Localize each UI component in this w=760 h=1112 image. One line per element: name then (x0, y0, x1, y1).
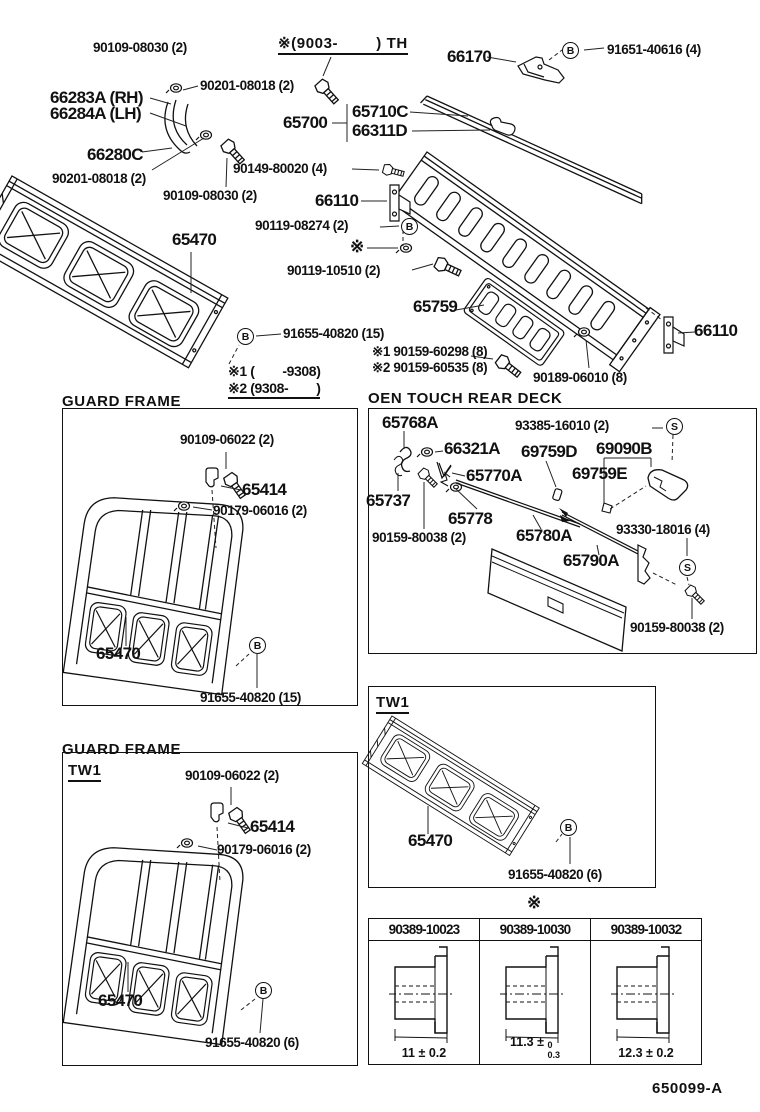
callout-65470-main: 65470 (172, 230, 217, 249)
callout-90119-10510: 90119-10510 (2) (287, 263, 381, 278)
callout-90201-08018-b: 90201-08018 (2) (52, 171, 146, 186)
callout-65759: 65759 (413, 297, 458, 316)
note-star2: ※2 (9308- ) (228, 381, 320, 399)
fastener-badge-b3: B (237, 328, 254, 345)
fastener-badge-s2: S (679, 559, 696, 576)
callout-65414-a: 65414 (242, 480, 287, 499)
callout-90109-06022-a: 90109-06022 (2) (180, 432, 274, 447)
callout-65780a: 65780A (516, 526, 572, 545)
callout-66311d: 66311D (352, 121, 408, 140)
bushing-dimension: 11 ± 0.2 (401, 1046, 447, 1060)
fastener-badge-s1: S (666, 418, 683, 435)
callout-90159-80038-b: 90159-80038 (2) (630, 620, 724, 635)
callout-65470-box3: 65470 (98, 991, 143, 1010)
callout-90179-06016-a: 90179-06016 (2) (213, 503, 307, 518)
bushing-column-3 (591, 919, 701, 1064)
drawing-rail-65710 (421, 95, 646, 204)
bushing-column-1 (369, 919, 480, 1064)
fastener-badge-b5: B (255, 982, 272, 999)
callout-90159-60535: ※2 90159-60535 (8) (372, 360, 488, 375)
callout-69759d: 69759D (521, 442, 577, 461)
callout-66110-a: 66110 (315, 191, 359, 210)
callout-90109-08030-a: 90109-08030 (2) (93, 40, 187, 55)
callout-91655-40820-c: 91655-40820 (6) (205, 1035, 299, 1050)
callout-91655-40820-a: 91655-40820 (15) (283, 326, 384, 341)
callout-90201-08018-a: 90201-08018 (2) (200, 78, 294, 93)
callout-65768a: 65768A (382, 413, 438, 432)
callout-90179-06016-b: 90179-06016 (2) (217, 842, 311, 857)
drawing-bracket-66110-right (664, 317, 684, 353)
callout-90109-06022-b: 90109-06022 (2) (185, 768, 279, 783)
bushing-column-2 (480, 919, 591, 1064)
callout-93330-18016: 93330-18016 (4) (616, 522, 710, 537)
bushing-part-number: 90389-10032 (591, 919, 701, 941)
tw1-right-label: TW1 (376, 694, 409, 714)
drawing-clip-66311d (490, 118, 515, 136)
tw1-panel-box (368, 686, 656, 888)
fastener-badge-b2: B (401, 218, 418, 235)
callout-66110-b: 66110 (694, 321, 738, 340)
bushing-part-number: 90389-10023 (369, 919, 479, 941)
callout-90159-60298: ※1 90159-60298 (8) (372, 344, 488, 359)
callout-66283a: 66283A (RH) (50, 88, 143, 107)
note-top: ※(9003- ) TH (278, 34, 408, 55)
callout-91655-40820-d: 91655-40820 (6) (508, 867, 602, 882)
callout-65778: 65778 (448, 509, 493, 528)
callout-66280c: 66280C (87, 145, 143, 164)
callout-90159-80038-a: 90159-80038 (2) (372, 530, 466, 545)
callout-91655-40820-b: 91655-40820 (15) (200, 690, 301, 705)
callout-65737: 65737 (366, 491, 411, 510)
drawing-panel-65470-main (0, 176, 228, 368)
rear-deck-title: OEN TOUCH REAR DECK (368, 390, 563, 407)
callout-66284a: 66284A (LH) (50, 104, 142, 123)
callout-90119-08274: 90119-08274 (2) (255, 218, 349, 233)
fastener-badge-b1: B (562, 42, 579, 59)
callout-91651-40616: 91651-40616 (4) (607, 42, 701, 57)
callout-65770a: 65770A (466, 466, 522, 485)
guard-frame-2-title: GUARD FRAME (62, 741, 182, 758)
callout-65710c: 65710C (352, 102, 408, 121)
bushing-drawing-3 (611, 945, 721, 1049)
callout-90109-08030-b: 90109-08030 (2) (163, 188, 257, 203)
guard-frame-1-title: GUARD FRAME (62, 393, 182, 410)
callout-66321a: 66321A (444, 439, 500, 458)
fastener-badge-b6: B (560, 819, 577, 836)
bushing-dimension: 12.3 ± 0.2 (618, 1046, 674, 1060)
callout-65470-box1: 65470 (96, 644, 141, 663)
doc-number: 650099-A (652, 1080, 723, 1097)
leader-lines-main (142, 48, 695, 368)
callout-65790a: 65790A (563, 551, 619, 570)
note-star1: ※1 ( -9308) (228, 363, 321, 379)
callout-star-bolt: ※ (350, 237, 364, 256)
callout-65414-b: 65414 (250, 817, 295, 836)
callout-93385-16010: 93385-16010 (2) (515, 418, 609, 433)
drawing-66170-latch (518, 57, 564, 83)
callout-90189-06010: 90189-06010 (8) (533, 370, 627, 385)
note-table-star: ※ (527, 893, 541, 912)
callout-90149-80020: 90149-80020 (4) (233, 161, 327, 176)
callout-65470-box4: 65470 (408, 831, 453, 850)
bushing-part-number: 90389-10030 (480, 919, 590, 941)
bushing-table (368, 918, 702, 1065)
guard-frame-2-box (62, 752, 358, 1066)
callout-69759e: 69759E (572, 464, 628, 483)
bushing-dimension: 11.3 ± 0 0.3 (510, 1035, 560, 1060)
callout-69090b: 69090B (596, 439, 652, 458)
tw1-left-label: TW1 (68, 762, 101, 782)
callout-65700: 65700 (283, 113, 328, 132)
fastener-badge-b4: B (249, 637, 266, 654)
callout-66170: 66170 (447, 47, 492, 66)
